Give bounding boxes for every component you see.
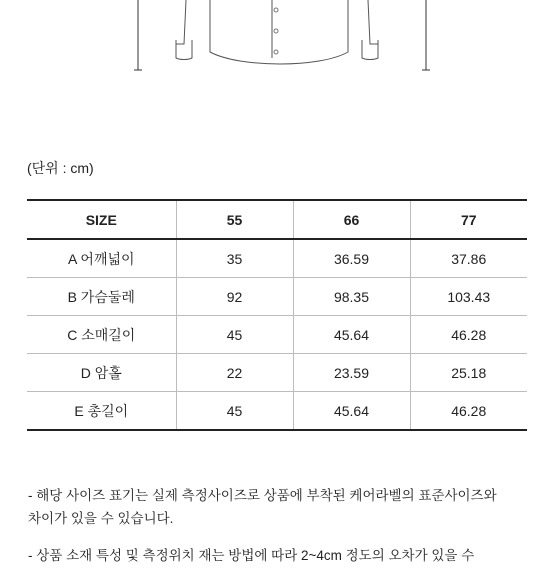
- cell-value: 22: [176, 354, 293, 392]
- row-label: C 소매길이: [27, 316, 176, 354]
- row-label: A 어깨넓이: [27, 239, 176, 278]
- cell-value: 45: [176, 316, 293, 354]
- header-size: SIZE: [27, 200, 176, 239]
- cell-value: 46.28: [410, 392, 527, 431]
- cell-value: 25.18: [410, 354, 527, 392]
- cell-value: 98.35: [293, 278, 410, 316]
- table-row: [27, 278, 527, 316]
- shirt-button: [274, 8, 278, 12]
- size-table: [27, 199, 527, 431]
- cell-value: 37.86: [410, 239, 527, 278]
- row-label: D 암홀: [27, 354, 176, 392]
- cell-value: 46.28: [410, 316, 527, 354]
- table-header-row: [27, 200, 527, 239]
- row-label: B 가슴둘레: [27, 278, 176, 316]
- cell-value: 45: [176, 392, 293, 431]
- notes: [28, 484, 538, 581]
- table-row: [27, 239, 527, 278]
- cell-value: 45.64: [293, 392, 410, 431]
- table-row: [27, 316, 527, 354]
- header-66: 66: [293, 200, 410, 239]
- shirt-button: [274, 50, 278, 54]
- note-item: - 해당 사이즈 표기는 실제 측정사이즈로 상품에 부착된 케어라벨의 표준사이즈와 차이가 있을 수 있습니다.: [28, 488, 497, 526]
- table-row: [27, 392, 527, 431]
- unit-label: (단위 : cm): [27, 160, 94, 176]
- shirt-button: [274, 29, 278, 33]
- cell-value: 103.43: [410, 278, 527, 316]
- shirt-left-body-outline: [176, 0, 186, 44]
- note-item: - 상품 소재 특성 및 측정위치 재는 방법에 따라 2~4cm 정도의 오차가 있을 수: [28, 548, 475, 563]
- row-label: E 총길이: [27, 392, 176, 431]
- cell-value: 35: [176, 239, 293, 278]
- header-77: 77: [410, 200, 527, 239]
- cell-value: 92: [176, 278, 293, 316]
- shirt-illustration: [0, 0, 555, 80]
- shirt-hem: [210, 0, 348, 64]
- shirt-right-body-outline: [368, 0, 378, 44]
- cell-value: 45.64: [293, 316, 410, 354]
- cell-value: 23.59: [293, 354, 410, 392]
- cell-value: 36.59: [293, 239, 410, 278]
- header-55: 55: [176, 200, 293, 239]
- table-row: [27, 354, 527, 392]
